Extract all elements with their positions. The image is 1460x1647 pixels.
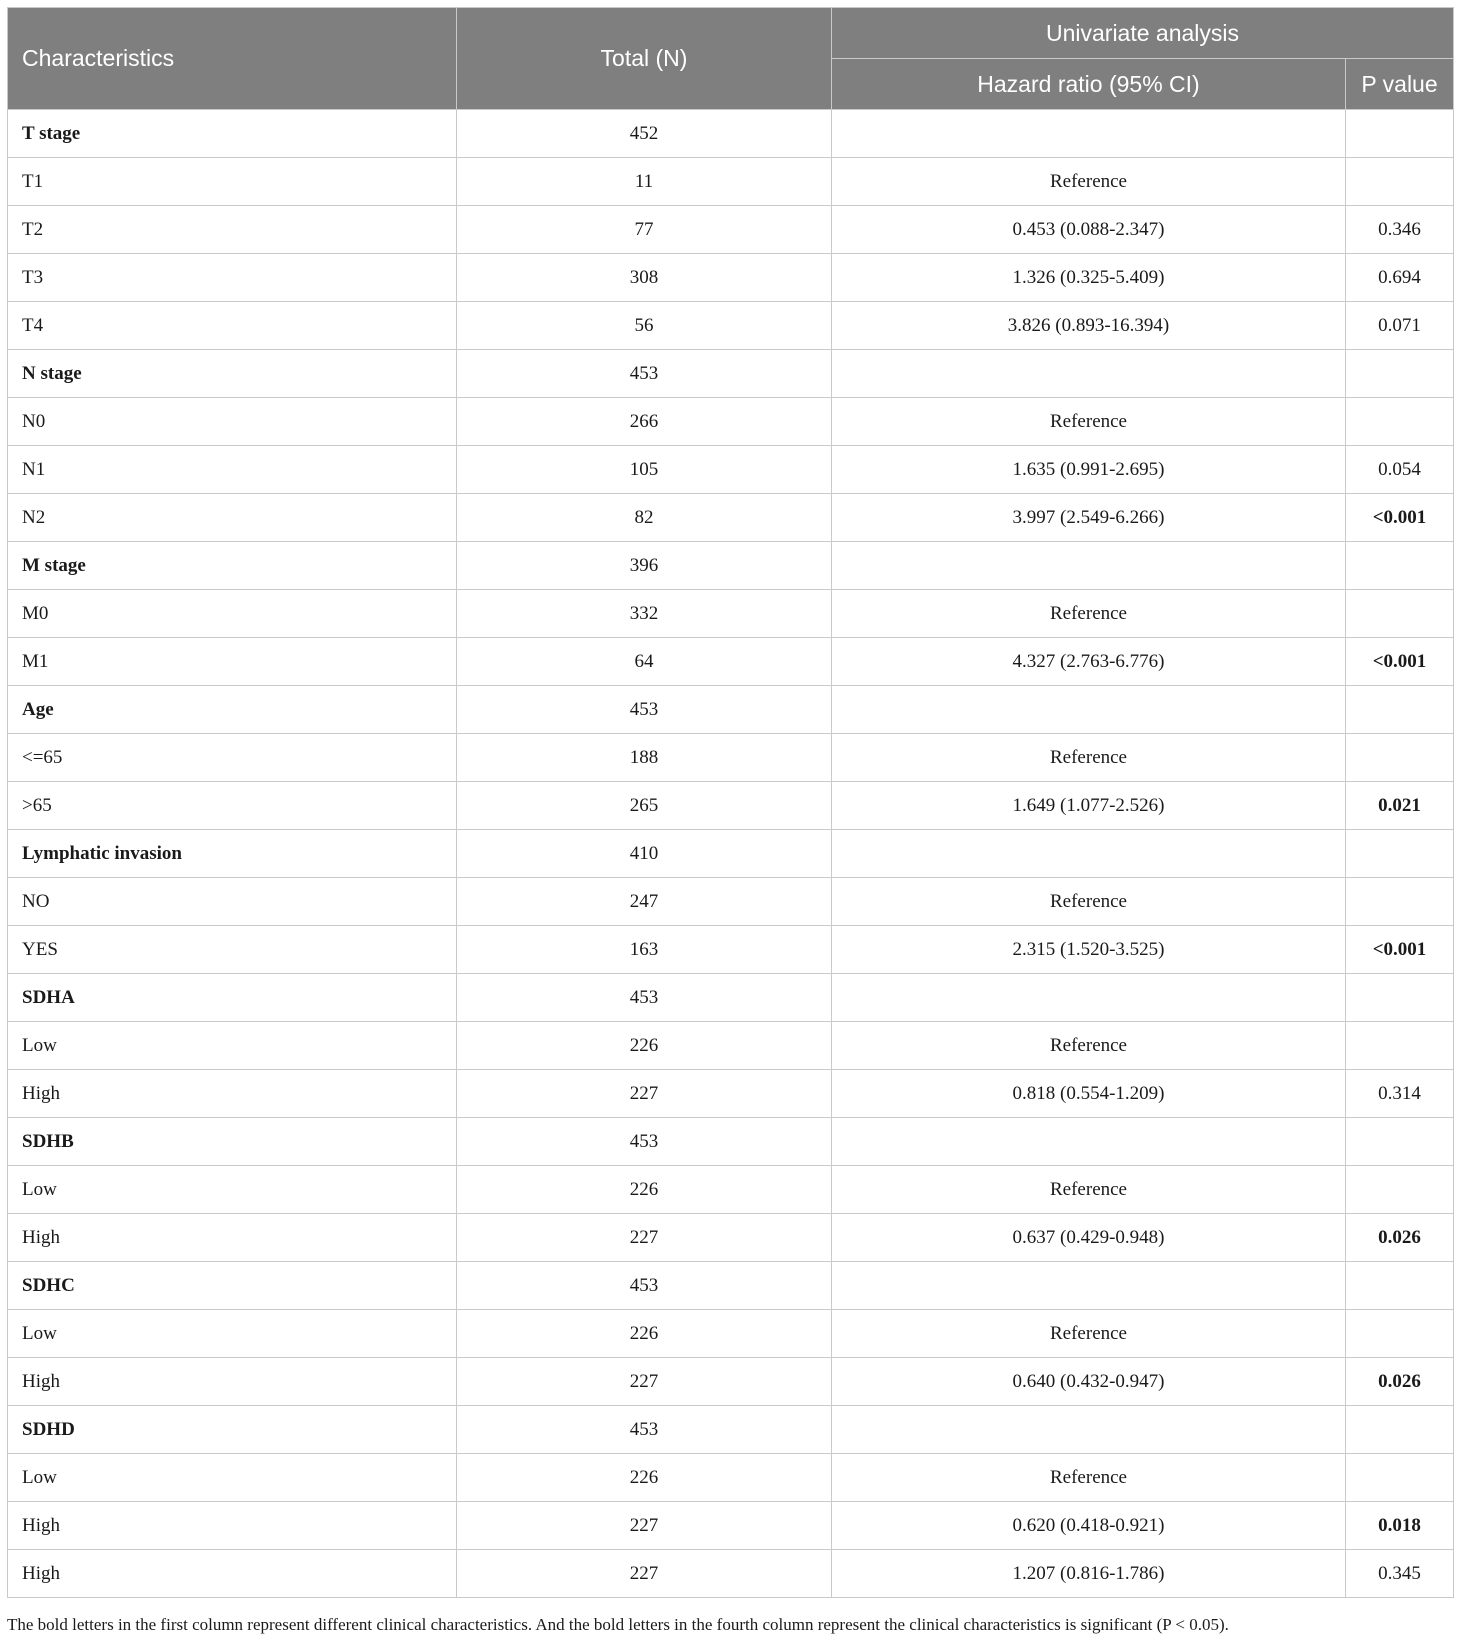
- cell-p-value: [1346, 1454, 1454, 1502]
- cell-hazard-ratio: [832, 1262, 1346, 1310]
- cell-characteristic: YES: [8, 926, 457, 974]
- table-row: [8, 1502, 1454, 1550]
- cell-p-value: [1346, 1022, 1454, 1070]
- table-row: [8, 590, 1454, 638]
- cell-p-value: [1346, 110, 1454, 158]
- cell-hazard-ratio: 0.640 (0.432-0.947): [832, 1358, 1346, 1406]
- cell-hazard-ratio: Reference: [832, 734, 1346, 782]
- cell-hazard-ratio: Reference: [832, 1022, 1346, 1070]
- table-row: [8, 1022, 1454, 1070]
- cell-characteristic: High: [8, 1502, 457, 1550]
- cell-characteristic: Low: [8, 1166, 457, 1214]
- table-row: [8, 206, 1454, 254]
- cell-p-value: [1346, 350, 1454, 398]
- cell-p-value: <0.001: [1346, 638, 1454, 686]
- cell-hazard-ratio: Reference: [832, 1166, 1346, 1214]
- table-row: [8, 302, 1454, 350]
- cell-characteristic: T2: [8, 206, 457, 254]
- header-hazard-ratio: Hazard ratio (95% CI): [832, 59, 1346, 110]
- table-row: [8, 542, 1454, 590]
- cell-p-value: [1346, 1406, 1454, 1454]
- table-row: [8, 110, 1454, 158]
- cell-hazard-ratio: Reference: [832, 590, 1346, 638]
- cell-characteristic: N1: [8, 446, 457, 494]
- cell-total: 226: [457, 1166, 832, 1214]
- cell-p-value: 0.026: [1346, 1358, 1454, 1406]
- cell-characteristic: <=65: [8, 734, 457, 782]
- cell-total: 56: [457, 302, 832, 350]
- cell-hazard-ratio: [832, 110, 1346, 158]
- cell-total: 247: [457, 878, 832, 926]
- table-row: [8, 1454, 1454, 1502]
- cell-p-value: [1346, 1166, 1454, 1214]
- table-body: [8, 110, 1454, 1598]
- cell-hazard-ratio: 3.997 (2.549-6.266): [832, 494, 1346, 542]
- cell-hazard-ratio: 0.637 (0.429-0.948): [832, 1214, 1346, 1262]
- cell-characteristic: N0: [8, 398, 457, 446]
- cell-total: 227: [457, 1358, 832, 1406]
- cell-total: 265: [457, 782, 832, 830]
- cell-total: 11: [457, 158, 832, 206]
- cell-hazard-ratio: 2.315 (1.520-3.525): [832, 926, 1346, 974]
- cell-characteristic: High: [8, 1358, 457, 1406]
- cell-characteristic: M1: [8, 638, 457, 686]
- cell-characteristic: NO: [8, 878, 457, 926]
- cell-characteristic: Low: [8, 1022, 457, 1070]
- table-row: [8, 1262, 1454, 1310]
- cell-characteristic: >65: [8, 782, 457, 830]
- cell-p-value: [1346, 158, 1454, 206]
- table-row: [8, 1166, 1454, 1214]
- cell-total: 227: [457, 1070, 832, 1118]
- cell-total: 105: [457, 446, 832, 494]
- cell-hazard-ratio: 1.326 (0.325-5.409): [832, 254, 1346, 302]
- table-row: [8, 1118, 1454, 1166]
- cell-total: 226: [457, 1310, 832, 1358]
- cell-total: 453: [457, 1262, 832, 1310]
- cell-characteristic: M stage: [8, 542, 457, 590]
- cell-total: 226: [457, 1022, 832, 1070]
- cell-p-value: [1346, 398, 1454, 446]
- cell-p-value: 0.314: [1346, 1070, 1454, 1118]
- cell-hazard-ratio: 3.826 (0.893-16.394): [832, 302, 1346, 350]
- cell-total: 453: [457, 1406, 832, 1454]
- table-header: [8, 8, 1454, 110]
- cell-total: 227: [457, 1502, 832, 1550]
- cell-total: 227: [457, 1214, 832, 1262]
- table-footnote: The bold letters in the first column represent different clinical characteristics. And the bold letters in the fourth column represent the clinical characteristics is significant (P < 0.05).: [7, 1615, 1229, 1634]
- cell-characteristic: T1: [8, 158, 457, 206]
- cell-characteristic: Low: [8, 1310, 457, 1358]
- cell-hazard-ratio: Reference: [832, 878, 1346, 926]
- table-row: [8, 734, 1454, 782]
- table-row: [8, 926, 1454, 974]
- cell-characteristic: Low: [8, 1454, 457, 1502]
- cell-characteristic: N stage: [8, 350, 457, 398]
- cell-hazard-ratio: [832, 350, 1346, 398]
- cell-p-value: [1346, 590, 1454, 638]
- cell-hazard-ratio: [832, 542, 1346, 590]
- cell-p-value: [1346, 1118, 1454, 1166]
- cell-p-value: [1346, 1262, 1454, 1310]
- cell-p-value: <0.001: [1346, 926, 1454, 974]
- cell-hazard-ratio: [832, 686, 1346, 734]
- cell-characteristic: M0: [8, 590, 457, 638]
- cell-p-value: [1346, 1310, 1454, 1358]
- cell-total: 452: [457, 110, 832, 158]
- cell-hazard-ratio: [832, 1406, 1346, 1454]
- header-characteristics: Characteristics: [8, 8, 457, 110]
- table-row: [8, 974, 1454, 1022]
- cell-total: 453: [457, 350, 832, 398]
- cell-total: 188: [457, 734, 832, 782]
- cell-p-value: 0.018: [1346, 1502, 1454, 1550]
- cell-p-value: 0.694: [1346, 254, 1454, 302]
- cell-characteristic: Lymphatic invasion: [8, 830, 457, 878]
- cell-p-value: [1346, 542, 1454, 590]
- cell-characteristic: T stage: [8, 110, 457, 158]
- cell-hazard-ratio: [832, 974, 1346, 1022]
- cell-characteristic: SDHA: [8, 974, 457, 1022]
- cell-p-value: 0.026: [1346, 1214, 1454, 1262]
- cell-p-value: 0.054: [1346, 446, 1454, 494]
- table-row: [8, 686, 1454, 734]
- table-row: [8, 878, 1454, 926]
- table-row: [8, 1214, 1454, 1262]
- cell-hazard-ratio: [832, 1118, 1346, 1166]
- cell-p-value: 0.071: [1346, 302, 1454, 350]
- cell-hazard-ratio: Reference: [832, 158, 1346, 206]
- cell-total: 332: [457, 590, 832, 638]
- cell-hazard-ratio: 0.818 (0.554-1.209): [832, 1070, 1346, 1118]
- cell-hazard-ratio: 1.207 (0.816-1.786): [832, 1550, 1346, 1598]
- cell-characteristic: High: [8, 1550, 457, 1598]
- cell-hazard-ratio: Reference: [832, 1454, 1346, 1502]
- header-total: Total (N): [457, 8, 832, 110]
- cell-total: 453: [457, 1118, 832, 1166]
- cell-total: 308: [457, 254, 832, 302]
- table-row: [8, 1358, 1454, 1406]
- cell-characteristic: SDHB: [8, 1118, 457, 1166]
- cell-hazard-ratio: 1.649 (1.077-2.526): [832, 782, 1346, 830]
- cell-hazard-ratio: Reference: [832, 398, 1346, 446]
- cell-characteristic: T3: [8, 254, 457, 302]
- header-p-value: P value: [1346, 59, 1454, 110]
- cell-characteristic: SDHC: [8, 1262, 457, 1310]
- cell-total: 453: [457, 974, 832, 1022]
- cell-total: 266: [457, 398, 832, 446]
- cell-p-value: 0.021: [1346, 782, 1454, 830]
- cell-total: 77: [457, 206, 832, 254]
- cell-total: 453: [457, 686, 832, 734]
- table-row: [8, 638, 1454, 686]
- table-row: [8, 254, 1454, 302]
- cell-hazard-ratio: 0.620 (0.418-0.921): [832, 1502, 1346, 1550]
- table-row: [8, 350, 1454, 398]
- cell-p-value: 0.345: [1346, 1550, 1454, 1598]
- cell-total: 82: [457, 494, 832, 542]
- cell-total: 410: [457, 830, 832, 878]
- cell-p-value: [1346, 878, 1454, 926]
- table-row: [8, 446, 1454, 494]
- cell-total: 163: [457, 926, 832, 974]
- cell-p-value: <0.001: [1346, 494, 1454, 542]
- cell-hazard-ratio: Reference: [832, 1310, 1346, 1358]
- cell-total: 64: [457, 638, 832, 686]
- table-row: [8, 398, 1454, 446]
- table-row: [8, 1070, 1454, 1118]
- cell-hazard-ratio: [832, 830, 1346, 878]
- table-row: [8, 1310, 1454, 1358]
- cell-hazard-ratio: 0.453 (0.088-2.347): [832, 206, 1346, 254]
- header-univariate-analysis: Univariate analysis: [832, 8, 1454, 59]
- cell-characteristic: High: [8, 1070, 457, 1118]
- cell-hazard-ratio: 4.327 (2.763-6.776): [832, 638, 1346, 686]
- cell-total: 226: [457, 1454, 832, 1502]
- cell-characteristic: T4: [8, 302, 457, 350]
- table-row: [8, 830, 1454, 878]
- cell-p-value: [1346, 974, 1454, 1022]
- cell-p-value: [1346, 830, 1454, 878]
- table-row: [8, 1406, 1454, 1454]
- cell-p-value: 0.346: [1346, 206, 1454, 254]
- cell-characteristic: Age: [8, 686, 457, 734]
- table-row: [8, 782, 1454, 830]
- cell-total: 396: [457, 542, 832, 590]
- univariate-analysis-table: [7, 7, 1454, 1598]
- table-row: [8, 1550, 1454, 1598]
- cell-characteristic: N2: [8, 494, 457, 542]
- table-row: [8, 494, 1454, 542]
- cell-characteristic: SDHD: [8, 1406, 457, 1454]
- cell-characteristic: High: [8, 1214, 457, 1262]
- cell-hazard-ratio: 1.635 (0.991-2.695): [832, 446, 1346, 494]
- results-table-container: [7, 7, 1453, 1598]
- cell-total: 227: [457, 1550, 832, 1598]
- table-row: [8, 158, 1454, 206]
- cell-p-value: [1346, 686, 1454, 734]
- cell-p-value: [1346, 734, 1454, 782]
